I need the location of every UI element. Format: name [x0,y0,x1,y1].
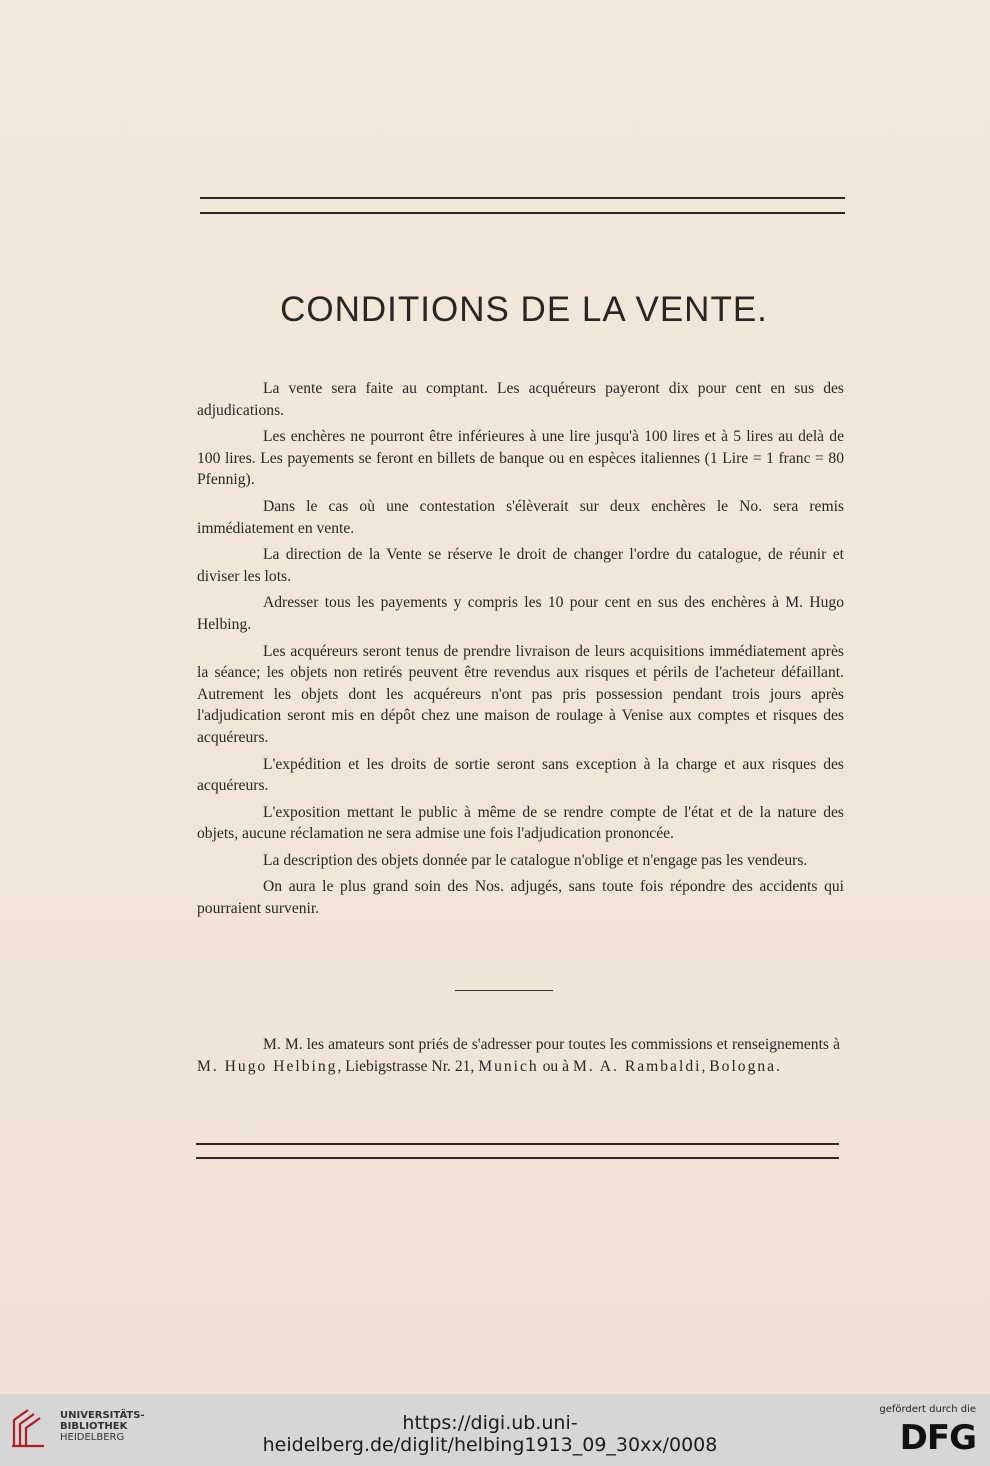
library-name-line1: UNIVERSITÄTS- [60,1410,145,1421]
contact-city-bologna: Bologna [709,1057,777,1075]
paragraph: La direction de la Vente se réserve le droit de changer l'ordre du catalogue, de réunir et diviser les lots. [197,546,844,585]
page-title: CONDITIONS DE LA VENTE. [280,290,768,329]
university-library-logo[interactable] [10,1406,170,1452]
bottom-rule-1 [196,1143,839,1145]
viewer-footer [0,1394,990,1466]
bottom-rule-2 [196,1157,839,1159]
contact-paragraph [197,1034,840,1077]
contact-end: . [776,1057,780,1075]
paragraph: La description des objets donnée par le catalogue n'oblige et n'engage pas les vendeurs. [263,851,808,869]
conditions-text [197,378,844,925]
top-rule-2 [200,212,845,214]
contact-prefix: M. M. les amateurs sont priés de s'adresser pour toutes les commissions et renseignements à [263,1036,840,1053]
contact-join: ou à [538,1057,573,1075]
library-emblem-icon [10,1406,48,1450]
top-rule-1 [200,197,845,199]
contact-city-munich: Munich [478,1057,539,1075]
paragraph: Les enchères ne pourront être inférieures à une lire jusqu'à 100 lires et à 5 lires au delà de 100 lires. Les payements se feront en billets de banque ou en espèces italiennes (1 Lire = 1 franc = 80 Pfennig). [197,428,844,489]
paragraph: Les acquéreurs seront tenus de prendre livraison de leurs acquisitions immédiatement après la séance; les objets non retirés peuvent être revendus aux risques et périls de l'acheteur défaillant. Autrement les objets dont les acquéreurs n'ont pas pris possession pendant trois jours après l'adjudication seront mis en dépôt chez une maison de roulage à Venise aux comptes et risques des acquéreurs. [197,642,844,746]
paragraph: On aura le plus grand soin des Nos. adjugés, sans toute fois répondre des accidents qui pourraient survenir. [197,878,844,918]
paragraph: Adresser tous les payements y compris les 10 pour cent en sus des enchères à M. Hugo Helbing. [197,594,844,633]
library-name-line2: BIBLIOTHEK [60,1421,128,1432]
section-divider [455,990,553,991]
paragraph: La vente sera faite au comptant. Les acquéreurs payeront dix pour cent en sus des adjudications. [197,380,844,419]
dfg-logo[interactable]: DFG [899,1418,976,1458]
contact-address: , Liebigstrasse Nr. 21, [337,1057,479,1075]
paragraph: Dans le cas où une contestation s'élèverait sur deux enchères le No. sera remis immédiatement en vente. [197,497,844,537]
contact-name-rambaldi: M. A. Rambaldi [572,1057,702,1075]
paragraph: L'exposition mettant le public à même de se rendre compte de l'état et de la nature des objets, aucune réclamation ne sera admise une fois l'adjudication prononcée. [197,803,844,843]
contact-name-helbing: M. Hugo Helbing [197,1057,338,1075]
funding-caption: gefördert durch die [879,1404,976,1415]
paragraph: L'expédition et les droits de sortie seront sans exception à la charge et aux risques des acquéreurs. [197,755,844,795]
contact-sep: , [701,1057,710,1075]
document-url[interactable]: https://digi.ub.uni-heidelberg.de/diglit/helbing1913_09_30xx/0008 [262,1412,718,1456]
library-name-line3: HEIDELBERG [60,1432,125,1443]
